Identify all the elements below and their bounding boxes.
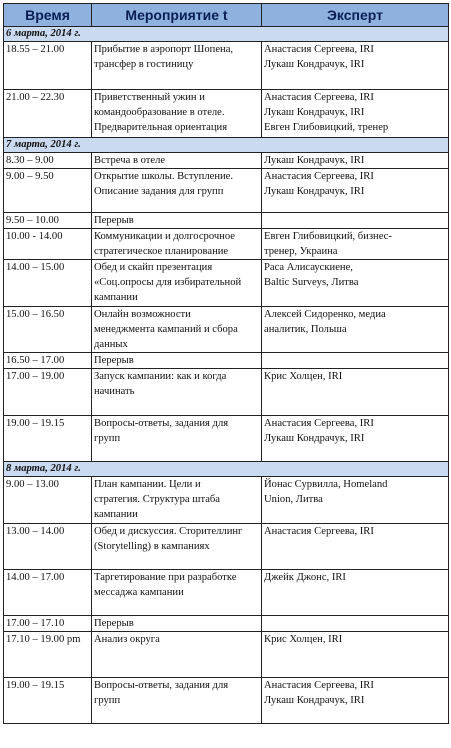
expert-line: Лукаш Кондрачук, IRI	[264, 155, 365, 166]
expert-line: Алексей Сидоренко, медиа	[264, 309, 386, 320]
expert-line: Baltic Surveys, Литва	[264, 277, 359, 288]
expert-cell	[262, 524, 449, 570]
expert-cell	[262, 616, 449, 632]
event-line: Предварительная ориентация	[94, 122, 228, 133]
event-line: «Соц.опросы для избирательной	[94, 277, 242, 288]
expert-line: Евген Глибовицкий, бизнес-	[264, 231, 392, 242]
event-line: данных	[94, 339, 128, 350]
day-label: 8 марта, 2014 г.	[4, 462, 449, 477]
expert-line: Раса Алисаускиене,	[264, 262, 353, 273]
time-cell: 8.30 – 9.00	[4, 153, 92, 169]
event-line: Описание задания для групп	[94, 186, 224, 197]
time-cell: 13.00 – 14.00	[4, 524, 92, 570]
time-cell: 9.00 – 13.00	[4, 477, 92, 524]
event-line: Перерыв	[94, 618, 134, 629]
day-header-row	[4, 462, 449, 477]
day-label: 7 марта, 2014 г.	[4, 138, 449, 153]
event-line: командообразование в отеле.	[94, 107, 225, 118]
table-row	[4, 353, 449, 369]
event-line: кампании	[94, 292, 138, 303]
expert-line: Анастасия Сергеева, IRI	[264, 418, 374, 429]
event-cell	[92, 524, 262, 570]
table-row	[4, 153, 449, 169]
event-line: Обед и скайп презентация	[94, 262, 213, 273]
expert-cell	[262, 229, 449, 260]
expert-line: Лукаш Кондрачук, IRI	[264, 107, 365, 118]
table-row	[4, 477, 449, 524]
table-header-row	[4, 4, 449, 27]
time-cell: 21.00 – 22.30	[4, 90, 92, 138]
table-row	[4, 416, 449, 462]
day-label: 6 марта, 2014 г.	[4, 27, 449, 42]
time-cell: 16.50 – 17.00	[4, 353, 92, 369]
expert-cell	[262, 213, 449, 229]
expert-line: аналитик, Польша	[264, 324, 347, 335]
event-line: мессаджа кампании	[94, 587, 184, 598]
event-line: трансфер в гостиницу	[94, 59, 194, 70]
expert-line: Лукаш Кондрачук, IRI	[264, 59, 365, 70]
expert-line: Анастасия Сергеева, IRI	[264, 44, 374, 55]
event-line: Перерыв	[94, 215, 134, 226]
time-cell: 14.00 – 15.00	[4, 260, 92, 307]
expert-cell	[262, 570, 449, 616]
expert-cell	[262, 169, 449, 213]
event-line: групп	[94, 695, 121, 706]
table-row	[4, 213, 449, 229]
event-cell	[92, 353, 262, 369]
expert-cell	[262, 477, 449, 524]
event-line: Коммуникации и долгосрочное	[94, 231, 235, 242]
expert-cell	[262, 353, 449, 369]
event-cell	[92, 90, 262, 138]
expert-cell	[262, 632, 449, 678]
event-cell	[92, 169, 262, 213]
table-row	[4, 570, 449, 616]
table-row	[4, 524, 449, 570]
event-line: кампании	[94, 509, 138, 520]
schedule-sheet	[3, 3, 448, 724]
event-cell	[92, 570, 262, 616]
expert-line: Евген Глибовицкий, тренер	[264, 122, 389, 133]
table-row	[4, 229, 449, 260]
event-line: стратегическое планирование	[94, 246, 229, 257]
event-line: Перерыв	[94, 355, 134, 366]
event-line: стратегия. Структура штаба	[94, 494, 220, 505]
event-line: групп	[94, 433, 121, 444]
expert-cell	[262, 90, 449, 138]
time-cell: 17.00 – 17.10	[4, 616, 92, 632]
event-cell	[92, 153, 262, 169]
expert-line: Анастасия Сергеева, IRI	[264, 171, 374, 182]
event-line: Вопросы-ответы, задания для	[94, 680, 229, 691]
expert-line: Лукаш Кондрачук, IRI	[264, 433, 365, 444]
event-cell	[92, 632, 262, 678]
time-cell: 9.50 – 10.00	[4, 213, 92, 229]
time-cell: 9.00 – 9.50	[4, 169, 92, 213]
event-cell	[92, 307, 262, 353]
event-line: Приветственный ужин и	[94, 92, 205, 103]
event-cell	[92, 260, 262, 307]
expert-line: Лукаш Кондрачук, IRI	[264, 186, 365, 197]
time-cell: 18.55 – 21.00	[4, 42, 92, 90]
event-line: начинать	[94, 386, 135, 397]
event-line: Обед и дискуссия. Сторителлинг	[94, 526, 243, 537]
time-cell: 14.00 – 17.00	[4, 570, 92, 616]
event-line: Открытие школы. Вступление.	[94, 171, 234, 182]
event-cell	[92, 229, 262, 260]
schedule-body	[4, 27, 449, 724]
table-row	[4, 307, 449, 353]
event-line: (Storytelling) в кампаниях	[94, 541, 210, 552]
column-header-expert: Эксперт	[262, 4, 449, 27]
event-line: Онлайн возможности	[94, 309, 191, 320]
expert-line: Джейк Джонс, IRI	[264, 572, 346, 583]
time-cell: 19.00 – 19.15	[4, 416, 92, 462]
schedule-table	[3, 3, 449, 724]
time-cell: 10.00 - 14.00	[4, 229, 92, 260]
event-line: Анализ округа	[94, 634, 160, 645]
column-header-time: Время	[4, 4, 92, 27]
table-row	[4, 616, 449, 632]
day-header-row	[4, 27, 449, 42]
event-line: Прибытие в аэропорт Шопена,	[94, 44, 234, 55]
table-row	[4, 90, 449, 138]
expert-line: Йонас Сурвилла, Homeland	[264, 479, 388, 490]
event-line: Вопросы-ответы, задания для	[94, 418, 229, 429]
event-cell	[92, 616, 262, 632]
column-header-event: Мероприятие t	[92, 4, 262, 27]
event-cell	[92, 678, 262, 724]
event-cell	[92, 477, 262, 524]
event-line: менеджмента кампаний и сбора	[94, 324, 238, 335]
time-cell: 17.00 – 19.00	[4, 369, 92, 416]
expert-line: Анастасия Сергеева, IRI	[264, 680, 374, 691]
event-cell	[92, 42, 262, 90]
expert-cell	[262, 678, 449, 724]
expert-line: Лукаш Кондрачук, IRI	[264, 695, 365, 706]
event-cell	[92, 416, 262, 462]
expert-cell	[262, 307, 449, 353]
time-cell: 19.00 – 19.15	[4, 678, 92, 724]
table-row	[4, 632, 449, 678]
expert-cell	[262, 153, 449, 169]
expert-line: Union, Литва	[264, 494, 323, 505]
table-row	[4, 678, 449, 724]
time-cell: 15.00 – 16.50	[4, 307, 92, 353]
expert-line: Крис Холцен, IRI	[264, 371, 343, 382]
event-line: План кампании. Цели и	[94, 479, 201, 490]
expert-line: Крис Холцен, IRI	[264, 634, 343, 645]
expert-cell	[262, 369, 449, 416]
table-row	[4, 42, 449, 90]
expert-line: Анастасия Сергеева, IRI	[264, 526, 374, 537]
time-cell: 17.10 – 19.00 pm	[4, 632, 92, 678]
expert-cell	[262, 42, 449, 90]
expert-cell	[262, 416, 449, 462]
expert-line: тренер, Украина	[264, 246, 338, 257]
day-header-row	[4, 138, 449, 153]
event-cell	[92, 369, 262, 416]
event-cell	[92, 213, 262, 229]
event-line: Встреча в отеле	[94, 155, 166, 166]
table-row	[4, 260, 449, 307]
expert-cell	[262, 260, 449, 307]
event-line: Таргетирование при разработке	[94, 572, 237, 583]
table-row	[4, 169, 449, 213]
event-line: Запуск кампании: как и когда	[94, 371, 227, 382]
expert-line: Анастасия Сергеева, IRI	[264, 92, 374, 103]
table-row	[4, 369, 449, 416]
